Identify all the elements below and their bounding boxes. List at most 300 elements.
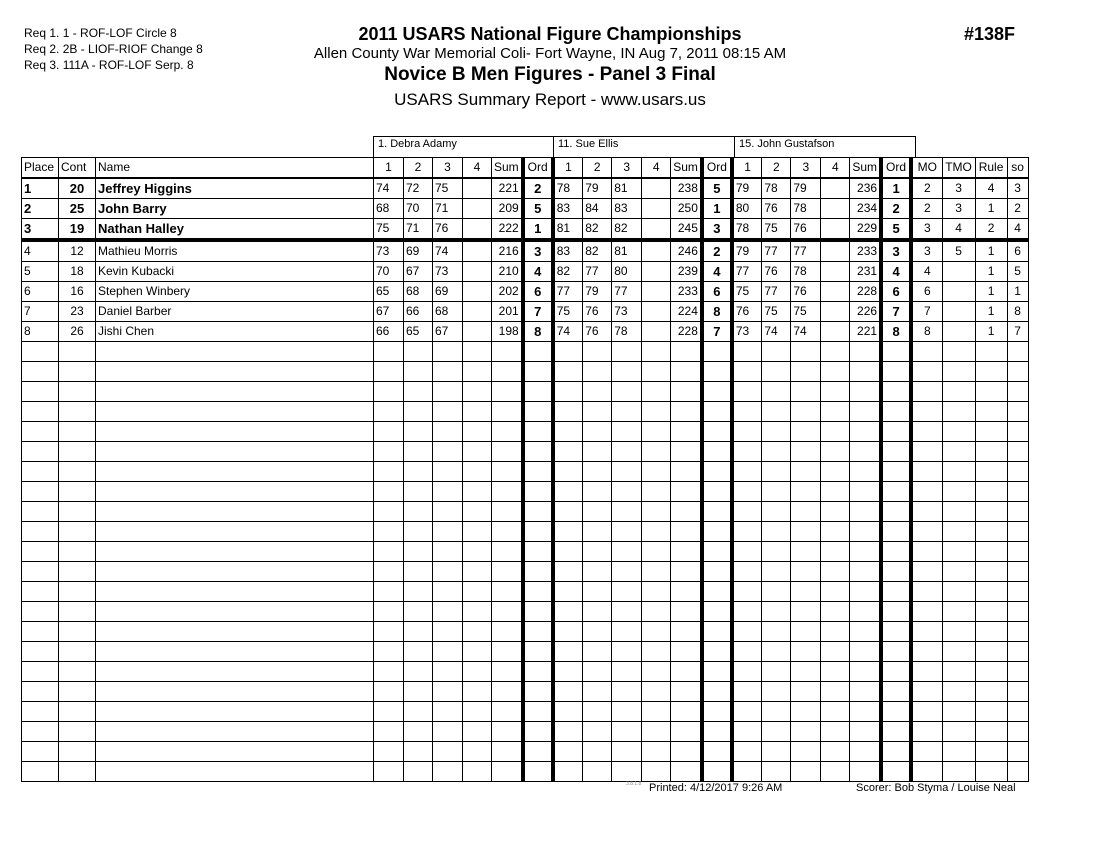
empty-cell (671, 602, 702, 622)
empty-cell (732, 622, 762, 642)
empty-cell (22, 622, 59, 642)
empty-cell (523, 682, 553, 702)
tmo-cell (942, 282, 975, 302)
empty-cell (702, 722, 732, 742)
empty-cell (732, 462, 762, 482)
empty-cell (22, 602, 59, 622)
mo-cell: 2 (911, 199, 942, 219)
empty-cell (911, 402, 942, 422)
empty-row (22, 402, 1029, 422)
judge3-score3-cell: 78 (791, 199, 821, 219)
empty-cell (762, 562, 791, 582)
judge1-score3-cell: 67 (433, 322, 463, 342)
empty-cell (732, 662, 762, 682)
judge3-score1-cell: 76 (732, 302, 762, 322)
empty-cell (1007, 522, 1028, 542)
empty-cell (791, 422, 821, 442)
empty-cell (791, 382, 821, 402)
so-cell: 1 (1007, 282, 1028, 302)
empty-cell (1007, 582, 1028, 602)
empty-cell (702, 602, 732, 622)
empty-cell (671, 422, 702, 442)
col-j1-2: 2 (404, 158, 433, 179)
empty-cell (583, 702, 612, 722)
rule-cell: 1 (975, 302, 1007, 322)
judge3-sum-cell: 226 (850, 302, 881, 322)
empty-cell (942, 742, 975, 762)
empty-cell (702, 502, 732, 522)
empty-cell (911, 582, 942, 602)
tmo-cell (942, 302, 975, 322)
empty-cell (911, 442, 942, 462)
empty-cell (612, 682, 642, 702)
judge3-ordinal-cell: 3 (881, 240, 911, 262)
empty-cell (59, 762, 96, 782)
scorer-names: Scorer: Bob Styma / Louise Neal (856, 782, 1016, 794)
judge1-ordinal-cell: 5 (523, 199, 553, 219)
empty-cell (553, 642, 583, 662)
empty-cell (492, 682, 523, 702)
empty-cell (404, 362, 433, 382)
empty-cell (433, 642, 463, 662)
empty-cell (911, 502, 942, 522)
col-cont: Cont (59, 158, 96, 179)
empty-cell (583, 462, 612, 482)
empty-cell (96, 522, 374, 542)
empty-cell (642, 582, 671, 602)
empty-cell (583, 602, 612, 622)
empty-cell (911, 662, 942, 682)
empty-row (22, 602, 1029, 622)
empty-cell (492, 422, 523, 442)
empty-cell (821, 382, 850, 402)
empty-cell (821, 562, 850, 582)
judge3-sum-cell: 221 (850, 322, 881, 342)
empty-cell (821, 362, 850, 382)
empty-cell (911, 462, 942, 482)
empty-cell (702, 402, 732, 422)
judge1-score1-cell: 67 (374, 302, 404, 322)
empty-cell (59, 602, 96, 622)
empty-cell (911, 422, 942, 442)
empty-cell (881, 742, 911, 762)
empty-cell (821, 722, 850, 742)
empty-cell (762, 542, 791, 562)
judge2-sum-cell: 245 (671, 219, 702, 241)
judge3-score2-cell: 75 (762, 302, 791, 322)
empty-cell (96, 762, 374, 782)
empty-cell (791, 762, 821, 782)
empty-cell (732, 582, 762, 602)
empty-cell (791, 622, 821, 642)
empty-cell (1007, 482, 1028, 502)
empty-row (22, 662, 1029, 682)
judge2-score4-cell (642, 240, 671, 262)
empty-cell (942, 662, 975, 682)
tmo-cell: 3 (942, 178, 975, 199)
empty-cell (523, 622, 553, 642)
judge2-score2-cell: 77 (583, 262, 612, 282)
empty-cell (850, 502, 881, 522)
empty-cell (762, 402, 791, 422)
empty-cell (975, 382, 1007, 402)
empty-cell (492, 622, 523, 642)
empty-cell (523, 462, 553, 482)
tmo-cell (942, 262, 975, 282)
empty-cell (583, 362, 612, 382)
empty-cell (671, 442, 702, 462)
judge2-score2-cell: 79 (583, 178, 612, 199)
tmo-cell: 4 (942, 219, 975, 241)
empty-cell (671, 622, 702, 642)
contestant-number-cell: 26 (59, 322, 96, 342)
col-j1-4: 4 (463, 158, 492, 179)
empty-cell (671, 762, 702, 782)
contestant-number-cell: 16 (59, 282, 96, 302)
empty-cell (433, 742, 463, 762)
empty-row (22, 542, 1029, 562)
judge2-ordinal-cell: 2 (702, 240, 732, 262)
empty-cell (22, 402, 59, 422)
empty-cell (671, 482, 702, 502)
col-mo: MO (911, 158, 942, 179)
table-row (22, 219, 1029, 241)
empty-cell (642, 702, 671, 722)
empty-cell (22, 362, 59, 382)
empty-cell (881, 582, 911, 602)
empty-cell (96, 742, 374, 762)
empty-cell (22, 442, 59, 462)
empty-cell (463, 522, 492, 542)
empty-cell (22, 382, 59, 402)
empty-cell (942, 542, 975, 562)
empty-cell (821, 422, 850, 442)
empty-cell (374, 642, 404, 662)
empty-cell (850, 442, 881, 462)
rule-cell: 2 (975, 219, 1007, 241)
empty-cell (1007, 462, 1028, 482)
judge3-ordinal-cell: 5 (881, 219, 911, 241)
empty-cell (911, 622, 942, 642)
empty-cell (583, 722, 612, 742)
empty-cell (671, 582, 702, 602)
empty-cell (732, 482, 762, 502)
empty-cell (850, 562, 881, 582)
empty-cell (975, 702, 1007, 722)
so-cell: 5 (1007, 262, 1028, 282)
judge1-score3-cell: 74 (433, 240, 463, 262)
empty-cell (374, 682, 404, 702)
empty-cell (374, 742, 404, 762)
judge-header-2: 11. Sue Ellis (553, 136, 735, 158)
judge3-score2-cell: 76 (762, 262, 791, 282)
empty-cell (492, 742, 523, 762)
empty-cell (942, 442, 975, 462)
empty-cell (463, 622, 492, 642)
empty-cell (881, 602, 911, 622)
contestant-number-cell: 19 (59, 219, 96, 241)
empty-row (22, 482, 1029, 502)
empty-cell (22, 342, 59, 362)
empty-cell (404, 482, 433, 502)
empty-cell (762, 422, 791, 442)
empty-cell (975, 582, 1007, 602)
empty-cell (942, 642, 975, 662)
empty-cell (492, 342, 523, 362)
empty-cell (374, 382, 404, 402)
contestant-number-cell: 12 (59, 240, 96, 262)
empty-cell (791, 722, 821, 742)
empty-cell (22, 682, 59, 702)
empty-cell (642, 642, 671, 662)
col-j2-ord: Ord (702, 158, 732, 179)
empty-cell (850, 462, 881, 482)
empty-cell (96, 662, 374, 682)
empty-cell (732, 642, 762, 662)
column-header-row (22, 158, 1029, 179)
empty-cell (1007, 762, 1028, 782)
empty-cell (850, 522, 881, 542)
empty-cell (612, 762, 642, 782)
empty-cell (762, 702, 791, 722)
judge3-score2-cell: 77 (762, 240, 791, 262)
col-j3-4: 4 (821, 158, 850, 179)
empty-cell (702, 642, 732, 662)
empty-cell (523, 642, 553, 662)
empty-cell (911, 542, 942, 562)
col-j3-2: 2 (762, 158, 791, 179)
judge1-score2-cell: 65 (404, 322, 433, 342)
empty-cell (791, 482, 821, 502)
place-cell: 3 (22, 219, 59, 241)
empty-cell (433, 462, 463, 482)
empty-cell (702, 662, 732, 682)
empty-cell (22, 462, 59, 482)
empty-cell (59, 482, 96, 502)
empty-cell (553, 542, 583, 562)
empty-cell (433, 402, 463, 422)
empty-cell (433, 662, 463, 682)
empty-cell (96, 442, 374, 462)
empty-cell (1007, 422, 1028, 442)
empty-cell (553, 362, 583, 382)
empty-cell (463, 602, 492, 622)
empty-cell (1007, 542, 1028, 562)
empty-cell (762, 642, 791, 662)
empty-cell (702, 742, 732, 762)
empty-cell (975, 682, 1007, 702)
empty-cell (433, 542, 463, 562)
empty-cell (583, 622, 612, 642)
empty-cell (583, 422, 612, 442)
empty-cell (433, 362, 463, 382)
place-cell: 6 (22, 282, 59, 302)
rule-cell: 1 (975, 322, 1007, 342)
contestant-number-cell: 23 (59, 302, 96, 322)
empty-row (22, 562, 1029, 582)
table-row (22, 282, 1029, 302)
empty-cell (642, 722, 671, 742)
empty-cell (22, 422, 59, 442)
empty-cell (850, 762, 881, 782)
empty-cell (96, 562, 374, 582)
empty-cell (821, 482, 850, 502)
empty-cell (553, 762, 583, 782)
empty-cell (671, 662, 702, 682)
empty-cell (374, 362, 404, 382)
judge2-score3-cell: 81 (612, 240, 642, 262)
col-j3-3: 3 (791, 158, 821, 179)
judge2-score4-cell (642, 219, 671, 241)
empty-cell (732, 402, 762, 422)
empty-cell (96, 642, 374, 662)
empty-cell (942, 402, 975, 422)
empty-row (22, 702, 1029, 722)
judge2-sum-cell: 246 (671, 240, 702, 262)
empty-row (22, 682, 1029, 702)
empty-cell (96, 722, 374, 742)
empty-cell (975, 622, 1007, 642)
empty-cell (850, 702, 881, 722)
empty-cell (59, 542, 96, 562)
empty-cell (881, 462, 911, 482)
requirement-1: Req 1. 1 - ROF-LOF Circle 8 (24, 26, 177, 40)
judge1-score1-cell: 75 (374, 219, 404, 241)
empty-cell (732, 362, 762, 382)
empty-cell (850, 682, 881, 702)
empty-cell (821, 462, 850, 482)
judge3-sum-cell: 229 (850, 219, 881, 241)
judge1-ordinal-cell: 7 (523, 302, 553, 322)
col-j2-4: 4 (642, 158, 671, 179)
empty-cell (612, 642, 642, 662)
empty-cell (374, 502, 404, 522)
empty-cell (911, 482, 942, 502)
empty-cell (642, 362, 671, 382)
empty-cell (762, 522, 791, 542)
empty-cell (821, 542, 850, 562)
empty-cell (553, 662, 583, 682)
empty-cell (553, 602, 583, 622)
empty-cell (553, 622, 583, 642)
col-j2-2: 2 (583, 158, 612, 179)
empty-cell (732, 562, 762, 582)
empty-cell (975, 442, 1007, 462)
skater-name-cell: Jeffrey Higgins (96, 178, 374, 199)
judge2-score2-cell: 79 (583, 282, 612, 302)
empty-cell (523, 342, 553, 362)
empty-cell (492, 662, 523, 682)
empty-cell (433, 502, 463, 522)
mo-cell: 2 (911, 178, 942, 199)
empty-row (22, 742, 1029, 762)
judge1-score4-cell (463, 240, 492, 262)
empty-row (22, 762, 1029, 782)
table-row (22, 240, 1029, 262)
mo-cell: 7 (911, 302, 942, 322)
judge1-score2-cell: 72 (404, 178, 433, 199)
empty-cell (975, 542, 1007, 562)
empty-cell (523, 382, 553, 402)
empty-cell (433, 622, 463, 642)
empty-cell (374, 422, 404, 442)
empty-cell (404, 602, 433, 622)
empty-cell (96, 382, 374, 402)
col-j1-ord: Ord (523, 158, 553, 179)
judge-header-1: 1. Debra Adamy (373, 136, 554, 158)
judge2-score4-cell (642, 282, 671, 302)
empty-cell (96, 602, 374, 622)
judge1-score4-cell (463, 199, 492, 219)
empty-cell (975, 502, 1007, 522)
judge1-score4-cell (463, 178, 492, 199)
empty-cell (1007, 602, 1028, 622)
judge1-score4-cell (463, 282, 492, 302)
empty-cell (404, 462, 433, 482)
empty-cell (732, 742, 762, 762)
judge1-sum-cell: 210 (492, 262, 523, 282)
judge2-score3-cell: 77 (612, 282, 642, 302)
empty-cell (22, 522, 59, 542)
empty-cell (671, 742, 702, 762)
judge3-score1-cell: 75 (732, 282, 762, 302)
empty-cell (975, 722, 1007, 742)
judge3-score2-cell: 76 (762, 199, 791, 219)
rule-cell: 4 (975, 178, 1007, 199)
empty-cell (59, 642, 96, 662)
judge3-ordinal-cell: 6 (881, 282, 911, 302)
empty-cell (975, 422, 1007, 442)
empty-cell (583, 402, 612, 422)
judge3-score3-cell: 76 (791, 282, 821, 302)
empty-row (22, 622, 1029, 642)
empty-cell (671, 642, 702, 662)
empty-cell (523, 502, 553, 522)
so-cell: 6 (1007, 240, 1028, 262)
empty-cell (850, 622, 881, 642)
empty-cell (492, 442, 523, 462)
empty-cell (59, 522, 96, 542)
empty-cell (433, 682, 463, 702)
judge1-score4-cell (463, 302, 492, 322)
judge3-score2-cell: 74 (762, 322, 791, 342)
empty-cell (523, 402, 553, 422)
empty-cell (732, 542, 762, 562)
judge1-score3-cell: 71 (433, 199, 463, 219)
judge3-score1-cell: 79 (732, 178, 762, 199)
so-cell: 4 (1007, 219, 1028, 241)
empty-cell (821, 582, 850, 602)
empty-cell (911, 762, 942, 782)
empty-cell (492, 522, 523, 542)
empty-cell (881, 382, 911, 402)
empty-cell (553, 482, 583, 502)
judge3-ordinal-cell: 8 (881, 322, 911, 342)
rule-cell: 1 (975, 199, 1007, 219)
judge3-score2-cell: 75 (762, 219, 791, 241)
skater-name-cell: John Barry (96, 199, 374, 219)
judge3-score4-cell (821, 240, 850, 262)
judge2-score1-cell: 74 (553, 322, 583, 342)
judge2-score1-cell: 78 (553, 178, 583, 199)
empty-cell (463, 462, 492, 482)
empty-cell (492, 362, 523, 382)
judge1-score2-cell: 70 (404, 199, 433, 219)
empty-cell (1007, 722, 1028, 742)
empty-cell (881, 562, 911, 582)
empty-cell (96, 502, 374, 522)
empty-cell (374, 722, 404, 742)
